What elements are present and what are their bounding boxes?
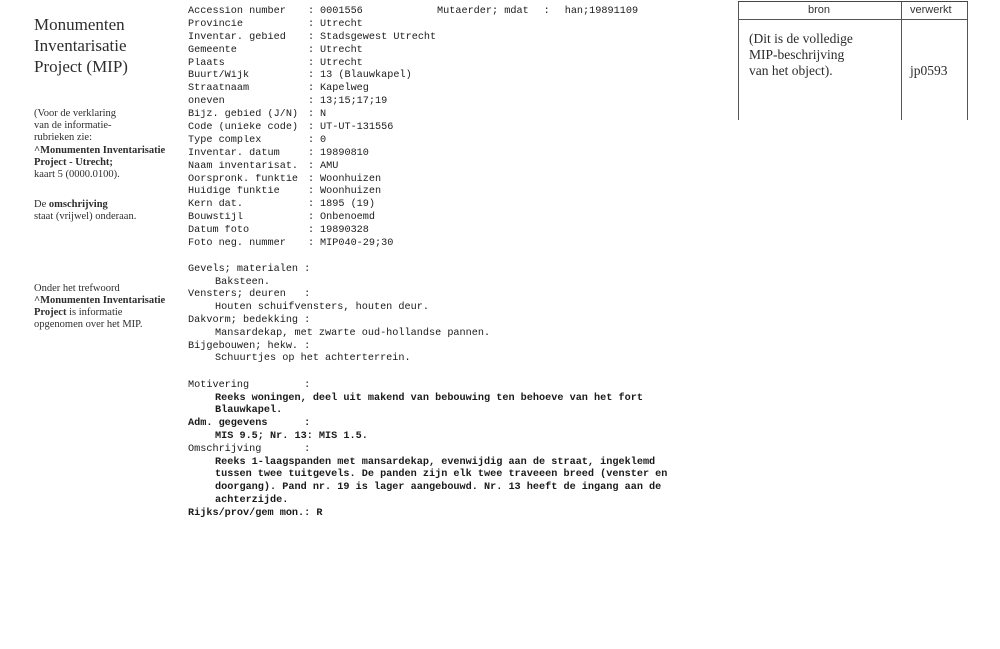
field-separator: : [308, 5, 315, 17]
descriptions-section [188, 379, 667, 520]
field-value: 13 (Blauwkapel) [320, 70, 412, 82]
sidebar-text-line: opgenomen over het MIP. [34, 319, 143, 331]
field-key: Oorspronk. funktie [188, 173, 299, 185]
field-key: Gemeente [188, 44, 237, 56]
field-label: Dakvorm; bedekking : [188, 315, 311, 327]
field-row [188, 69, 436, 82]
field-value: UT-UT-131556 [320, 121, 394, 133]
field-separator: : [308, 70, 315, 82]
sidebar-reference: Project - Utrecht; [34, 156, 113, 168]
field-row [188, 18, 436, 31]
materials-section [188, 263, 490, 365]
field-row [188, 198, 436, 211]
field-key: Accession number [188, 5, 286, 17]
mutation-label: Mutaerder; mdat [437, 5, 529, 17]
field-key: Bouwstijl [188, 212, 244, 224]
mutation-value: han;19891109 [564, 5, 639, 17]
field-row [188, 237, 436, 250]
field-row [188, 211, 436, 224]
source-table [738, 1, 968, 120]
field-row [188, 5, 436, 18]
field-row [188, 121, 436, 134]
sidebar-title-line: Project (MIP) [34, 57, 128, 76]
adm-value: MIS 9.5; Nr. 13: MIS 1.5. [215, 431, 368, 443]
table-header-divider [738, 19, 968, 20]
sidebar-text-line [34, 199, 176, 211]
table-header-bron: bron [808, 4, 831, 16]
field-row [188, 31, 436, 44]
field-separator: : [308, 109, 315, 121]
field-row [188, 44, 436, 57]
field-label: Adm. gegevens : [188, 418, 311, 430]
motivering-line: Reeks woningen, deel uit makend van bebouwing ten behoeve van het fort [215, 392, 643, 404]
sidebar-reference: Project [34, 307, 67, 319]
field-value: Utrecht [320, 44, 363, 56]
field-label: Omschrijving : [188, 443, 311, 455]
sidebar-bold-word: omschrijving [48, 199, 108, 211]
sidebar-explanation [34, 108, 176, 181]
field-row [188, 134, 436, 147]
field-separator: : [308, 237, 315, 249]
table-cell-line: MIP-beschrijving [749, 47, 845, 62]
field-value: AMU [320, 160, 339, 172]
sidebar-text-line [34, 307, 176, 319]
field-key: Foto neg. nummer [188, 237, 286, 249]
field-key: Code (unieke code) [188, 121, 299, 133]
field-row [188, 82, 436, 95]
omschrijving-line: doorgang). Pand nr. 19 is lager aangebouwd. Nr. 13 heeft de ingang aan de [215, 482, 662, 494]
sidebar-description-note [34, 199, 176, 223]
field-key: Inventar. gebied [188, 31, 286, 43]
field-separator: : [308, 44, 315, 56]
field-value: Stadsgewest Utrecht [320, 31, 437, 43]
field-key: Datum foto [188, 225, 250, 237]
field-value: Houten schuifvensters, houten deur. [215, 302, 429, 314]
field-separator: : [308, 199, 315, 211]
sidebar-text-line: staat (vrijwel) onderaan. [34, 211, 137, 223]
field-value: 19890810 [320, 147, 369, 159]
sidebar-title-line: Monumenten [34, 15, 125, 34]
field-value: Schuurtjes op het achterterrein. [215, 353, 411, 365]
sidebar-title [34, 14, 176, 77]
field-separator: : [308, 225, 315, 237]
field-separator: : [308, 160, 315, 172]
field-row [188, 173, 436, 186]
field-separator: : [308, 212, 315, 224]
field-key: Buurt/Wijk [188, 70, 250, 82]
field-key: Type complex [188, 134, 262, 146]
field-separator: : [308, 31, 315, 43]
sidebar-card-ref: kaart 5 (0000.0100). [34, 169, 120, 181]
field-value: Woonhuizen [320, 173, 382, 185]
sidebar-reference: ^Monumenten Inventarisatie [34, 144, 166, 156]
field-separator: : [308, 121, 315, 133]
sidebar-text-line: (Voor de verklaring [34, 108, 117, 119]
field-separator: : [308, 83, 315, 95]
field-key: oneven [188, 96, 225, 108]
omschrijving-line: achterzijde. [215, 495, 289, 507]
field-value: 0001556 [320, 5, 363, 17]
field-value: Baksteen. [215, 276, 271, 288]
field-key: Plaats [188, 57, 225, 69]
table-cell-line: (Dit is de volledige [749, 31, 853, 46]
sidebar-title-line: Inventarisatie [34, 36, 127, 55]
monument-status [188, 507, 667, 520]
monument-status-value: R [316, 507, 323, 519]
field-value: Onbenoemd [320, 212, 376, 224]
table-header-verwerkt: verwerkt [910, 4, 952, 16]
field-label: Gevels; materialen : [188, 263, 311, 275]
field-key: Provincie [188, 18, 244, 30]
sidebar-reference: ^Monumenten Inventarisatie [34, 294, 166, 306]
table-cell-verwerkt: jp0593 [910, 63, 948, 78]
omschrijving-line: Reeks 1-laagspanden met mansardekap, evenwijdig aan de straat, ingeklemd [215, 456, 656, 468]
sidebar-text-line: Onder het trefwoord [34, 282, 120, 294]
field-key: Straatnaam [188, 83, 250, 95]
field-separator: : [308, 134, 315, 146]
field-value: 13;15;17;19 [320, 96, 388, 108]
field-separator: : [308, 186, 315, 198]
mutation-colon: : [543, 5, 550, 17]
field-value: Utrecht [320, 57, 363, 69]
field-separator: : [308, 173, 315, 185]
field-value: Woonhuizen [320, 186, 382, 198]
table-cell-line: van het object). [749, 63, 833, 78]
field-key: Naam inventarisat. [188, 160, 299, 172]
field-row [188, 224, 436, 237]
field-value: MIP040-29;30 [320, 237, 394, 249]
field-key: Bijz. gebied (J/N) [188, 109, 299, 121]
sidebar-text-fragment: is informatie [66, 307, 123, 319]
motivering-line: Blauwkapel. [215, 405, 283, 417]
field-value: 19890328 [320, 225, 369, 237]
field-row [188, 147, 436, 160]
record-fields [188, 5, 436, 250]
field-row [188, 57, 436, 70]
field-value: 0 [320, 134, 327, 146]
sidebar-text-line: rubrieken zie: [34, 132, 93, 144]
sidebar-keyword-note [34, 283, 176, 332]
mutation-info [437, 5, 638, 18]
omschrijving-line: tussen twee tuitgevels. De panden zijn elk twee traveeen breed (venster en [215, 469, 668, 481]
field-value: N [320, 109, 327, 121]
sidebar [34, 14, 176, 331]
field-separator: : [308, 57, 315, 69]
monument-status-label: Rijks/prov/gem mon.: [188, 507, 317, 519]
field-value: Mansardekap, met zwarte oud-hollandse pannen. [215, 327, 491, 339]
field-row [188, 160, 436, 173]
table-cell-bron [749, 31, 853, 79]
field-key: Huidige funktie [188, 186, 280, 198]
field-value: Utrecht [320, 18, 363, 30]
field-separator: : [308, 96, 315, 108]
field-row [188, 185, 436, 198]
field-label: Motivering : [188, 379, 311, 391]
field-row [188, 108, 436, 121]
field-row [188, 95, 436, 108]
field-label: Bijgebouwen; hekw. : [188, 340, 311, 352]
field-key: Kern dat. [188, 199, 244, 211]
field-value: 1895 (19) [320, 199, 376, 211]
sidebar-text-line: van de informatie- [34, 120, 112, 132]
field-key: Inventar. datum [188, 147, 280, 159]
sidebar-text-fragment: De [34, 199, 49, 211]
field-separator: : [308, 147, 315, 159]
field-value: Kapelweg [320, 83, 369, 95]
field-separator: : [308, 18, 315, 30]
field-label: Vensters; deuren : [188, 289, 311, 301]
